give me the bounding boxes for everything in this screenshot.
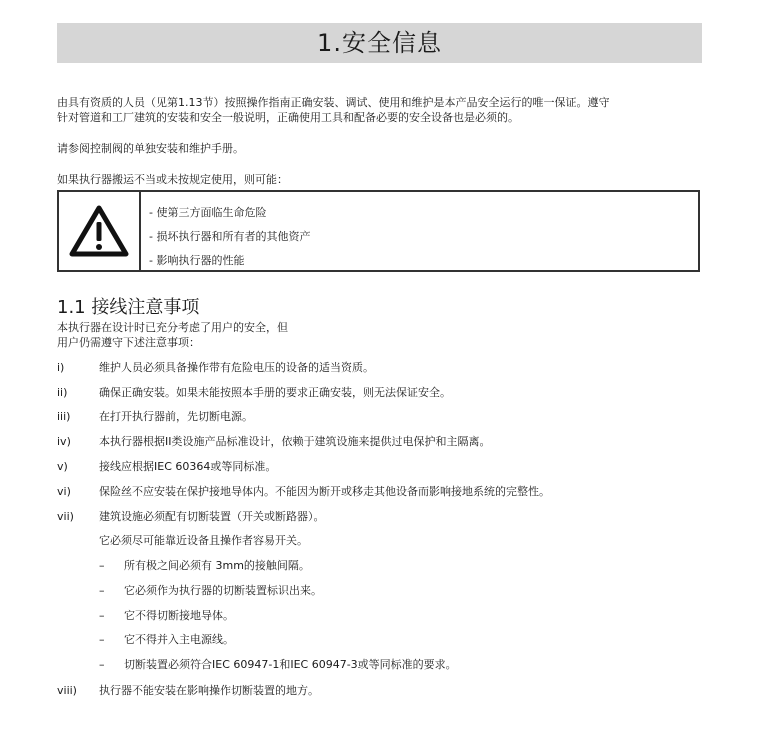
item-number: i): [57, 361, 65, 374]
warning-triangle-icon: [68, 204, 130, 258]
item-number: vii): [57, 510, 74, 523]
warning-icon-cell: [59, 192, 141, 270]
dash-bullet: –: [99, 559, 105, 572]
vii-note: 它必须尽可能靠近设备且操作者容易开关。: [99, 534, 308, 547]
sub-item-text: 它不得并入主电源线。: [124, 633, 234, 646]
warning-item: - 使第三方面临生命危险: [149, 206, 267, 219]
warning-list: [141, 192, 310, 270]
item-text: 确保正确安装。如果未能按照本手册的要求正确安装，则无法保证安全。: [99, 386, 451, 399]
item-number: v): [57, 460, 68, 473]
sub-item-text: 它不得切断接地导体。: [124, 609, 234, 622]
item-number: ii): [57, 386, 68, 399]
item-number: viii): [57, 684, 77, 697]
section-intro-line-1: 本执行器在设计时已充分考虑了用户的安全，但: [57, 321, 288, 334]
dash-bullet: –: [99, 633, 105, 646]
dash-bullet: –: [99, 658, 105, 671]
sub-item-text: 它必须作为执行器的切断装置标识出来。: [124, 584, 322, 597]
item-text: 建筑设施必须配有切断装置（开关或断路器）。: [99, 510, 325, 523]
item-text: 维护人员必须具备操作带有危险电压的设备的适当资质。: [99, 361, 374, 374]
warning-box: [57, 190, 700, 272]
section-intro-line-2: 用户仍需遵守下述注意事项：: [57, 336, 200, 349]
intro-line-2: 针对管道和工厂建筑的安装和安全一般说明，正确使用工具和配备必要的安全设备也是必须的。: [57, 111, 519, 124]
section-title: 1.1 接线注意事项: [57, 297, 200, 318]
title-bar: [57, 23, 702, 63]
item-number: iv): [57, 435, 71, 448]
page-title: 1.安全信息: [317, 29, 442, 57]
sub-item-text: 所有极之间必须有 3mm的接触间隔。: [124, 559, 310, 572]
sub-item-text: 切断装置必须符合IEC 60947-1和IEC 60947-3或等同标准的要求。: [124, 658, 457, 671]
item-text: 在打开执行器前，先切断电源。: [99, 410, 253, 423]
item-text: 保险丝不应安装在保护接地导体内。不能因为断开或移走其他设备而影响接地系统的完整性。: [99, 485, 550, 498]
improper-use-text: 如果执行器搬运不当或未按规定使用，则可能：: [57, 173, 288, 186]
item-text: 执行器不能安装在影响操作切断装置的地方。: [99, 684, 319, 697]
item-number: iii): [57, 410, 71, 423]
warning-item: - 损坏执行器和所有者的其他资产: [149, 230, 311, 243]
intro-line-1: 由具有资质的人员（见第1.13节）按照操作指南正确安装、调试、使用和维护是本产品安全运行的唯一保证。遵守: [57, 96, 610, 109]
item-text: 接线应根据IEC 60364或等同标准。: [99, 460, 277, 473]
dash-bullet: –: [99, 609, 105, 622]
dash-bullet: –: [99, 584, 105, 597]
item-number: vi): [57, 485, 71, 498]
warning-item: - 影响执行器的性能: [149, 254, 245, 267]
refer-text: 请参阅控制阀的单独安装和维护手册。: [57, 142, 244, 155]
item-text: 本执行器根据II类设施产品标准设计，依赖于建筑设施来提供过电保护和主隔离。: [99, 435, 491, 448]
